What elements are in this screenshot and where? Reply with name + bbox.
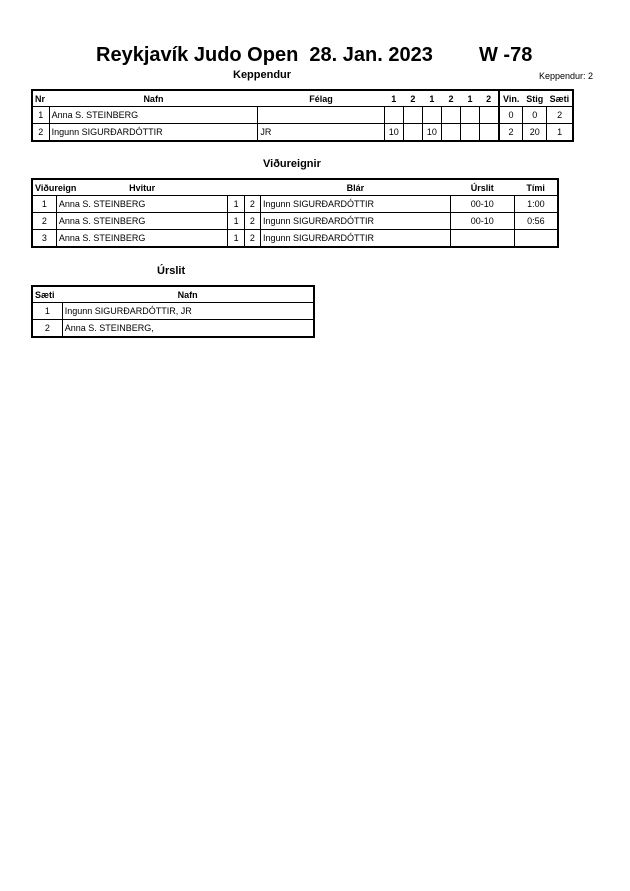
- score-cell: [480, 107, 499, 124]
- table-row: [32, 320, 314, 338]
- competitor-place: 2: [547, 107, 573, 124]
- col-s6: 2: [486, 93, 492, 104]
- score-cell: [384, 107, 403, 124]
- col-match: Viðureign: [35, 182, 77, 193]
- matches-table: [31, 178, 559, 248]
- table-row: [32, 213, 558, 230]
- col-s3: 1: [429, 93, 435, 104]
- competitor-club: [258, 107, 384, 124]
- col-points: Stig: [526, 93, 544, 104]
- score-cell: [422, 107, 441, 124]
- score-cell: 10: [422, 124, 441, 142]
- match-result: 00-10: [450, 213, 514, 230]
- col-white: Hvitur: [129, 182, 156, 193]
- blue-competitor: Ingunn SIGURÐARDÓTTIR: [260, 213, 450, 230]
- score-cell: [441, 107, 460, 124]
- white-competitor: Anna S. STEINBERG: [56, 230, 228, 248]
- score-cell: [441, 124, 460, 142]
- table-row: [32, 196, 558, 213]
- col-place: Sæti: [549, 93, 570, 104]
- match-time: 1:00: [514, 196, 558, 213]
- competitor-wins: 2: [499, 124, 523, 142]
- competitor-count: Keppendur: 2: [539, 71, 594, 81]
- white-competitor: Anna S. STEINBERG: [56, 213, 228, 230]
- competitor-name: Ingunn SIGURÐARDÓTTIR: [49, 124, 258, 142]
- result-name: Anna S. STEINBERG,: [62, 320, 314, 338]
- competitor-wins: 0: [499, 107, 523, 124]
- match-time: 0:56: [514, 213, 558, 230]
- competitor-points: 20: [523, 124, 547, 142]
- table-row: [32, 124, 573, 142]
- result-place: 1: [32, 303, 62, 320]
- col-wins: Vin.: [499, 90, 523, 107]
- col-s1: 1: [391, 93, 397, 104]
- competitor-club: JR: [258, 124, 384, 142]
- match-number: 1: [32, 196, 56, 213]
- score-cell: [480, 124, 499, 142]
- competitor-points: 0: [523, 107, 547, 124]
- score-cell: [403, 107, 422, 124]
- match-number: 3: [32, 230, 56, 248]
- col-blue: Blár: [346, 182, 365, 193]
- competitor-nr: 2: [32, 124, 49, 142]
- competitors-table: [31, 89, 574, 142]
- col-s4: 2: [448, 93, 454, 104]
- score-cell: [461, 107, 480, 124]
- result-place: 2: [32, 320, 62, 338]
- results-heading: Úrslit: [157, 265, 186, 277]
- col-club: Félag: [309, 93, 333, 104]
- white-id: 1: [228, 230, 244, 248]
- col-place: Sæti: [35, 289, 55, 300]
- table-row: [32, 303, 314, 320]
- col-name: Nafn: [143, 93, 164, 104]
- table-row: [32, 230, 558, 248]
- results-table: [31, 285, 315, 338]
- result-name: Ingunn SIGURÐARDÓTTIR, JR: [62, 303, 314, 320]
- blue-competitor: Ingunn SIGURÐARDÓTTIR: [260, 230, 450, 248]
- score-cell: [461, 124, 480, 142]
- blue-competitor: Ingunn SIGURÐARDÓTTIR: [260, 196, 450, 213]
- score-cell: [403, 124, 422, 142]
- col-nr: Nr: [35, 93, 46, 104]
- weight-category: W -78: [479, 44, 533, 66]
- col-s5: 1: [467, 93, 473, 104]
- table-row: [32, 107, 573, 124]
- col-name: Nafn: [177, 289, 198, 300]
- competitor-name: Anna S. STEINBERG: [49, 107, 258, 124]
- page-title: Reykjavík Judo Open 28. Jan. 2023: [96, 44, 433, 66]
- competitor-nr: 1: [32, 107, 49, 124]
- white-id: 1: [228, 213, 244, 230]
- white-competitor: Anna S. STEINBERG: [56, 196, 228, 213]
- score-cell: 10: [384, 124, 403, 142]
- match-result: 00-10: [450, 196, 514, 213]
- col-time: Tími: [526, 182, 545, 193]
- match-number: 2: [32, 213, 56, 230]
- col-result: Úrslit: [470, 182, 494, 193]
- matches-heading: Viðureignir: [263, 158, 321, 170]
- competitor-place: 1: [547, 124, 573, 142]
- white-id: 1: [228, 196, 244, 213]
- match-result: [450, 230, 514, 248]
- match-time: [514, 230, 558, 248]
- blue-id: 2: [244, 213, 260, 230]
- col-s2: 2: [410, 93, 416, 104]
- competitors-heading: Keppendur: [233, 69, 292, 81]
- blue-id: 2: [244, 196, 260, 213]
- blue-id: 2: [244, 230, 260, 248]
